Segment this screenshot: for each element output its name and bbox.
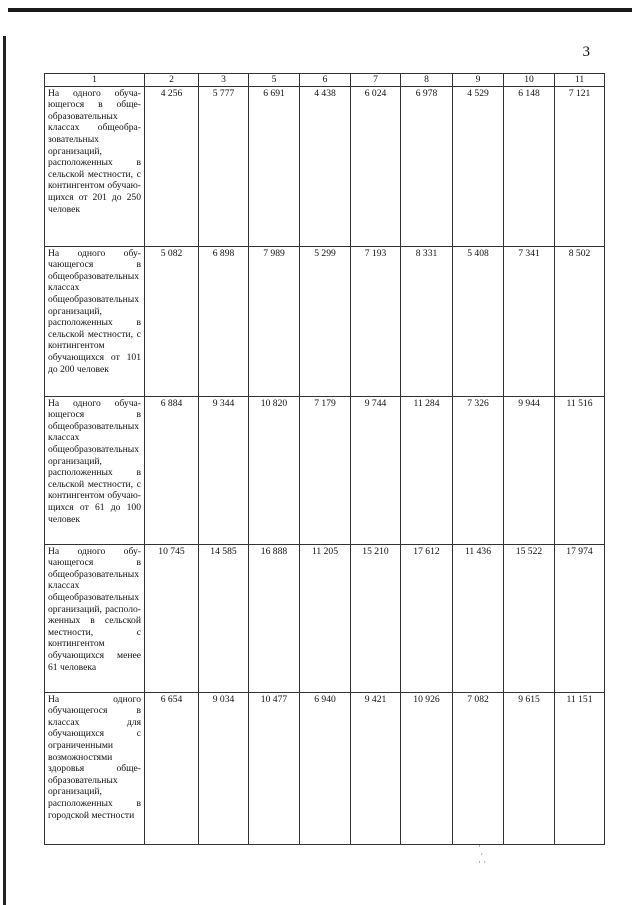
table-cell: 7 179 [300, 396, 351, 544]
table-cell: 17 974 [555, 544, 605, 692]
column-header: 1 [45, 74, 145, 87]
table-cell: 6 898 [199, 246, 249, 396]
table-row [45, 86, 605, 246]
row-category-label: На одного обучающегося в общеобразовательных классах общеобразовательных организаций, расположенных в сельской местности, с контингентом обучающихся от 101 до 200 человек [45, 246, 145, 396]
table-cell: 6 691 [249, 86, 300, 246]
table-cell: 17 612 [401, 544, 453, 692]
table-cell: 6 940 [300, 692, 351, 844]
left-edge-line [3, 36, 6, 905]
table-cell: 9 034 [199, 692, 249, 844]
column-header: 8 [401, 74, 453, 87]
column-header: 5 [249, 74, 300, 87]
column-header: 10 [504, 74, 555, 87]
table-cell: 11 284 [401, 396, 453, 544]
table-cell: 4 529 [453, 86, 504, 246]
table-cell: 5 299 [300, 246, 351, 396]
table-cell: 7 341 [504, 246, 555, 396]
table-cell: 9 344 [199, 396, 249, 544]
table-row [45, 396, 605, 544]
column-header: 3 [199, 74, 249, 87]
table-cell: 7 082 [453, 692, 504, 844]
column-header: 6 [300, 74, 351, 87]
row-category-label: На одного обучающегося в общеобразовательных классах общеобразовательных организаций, расположенных в сельской местности, с контингентом обучающихся менее 61 человека [45, 544, 145, 692]
table-cell: 4 438 [300, 86, 351, 246]
table-cell: 7 989 [249, 246, 300, 396]
table-cell: 6 884 [145, 396, 199, 544]
table-cell: 9 615 [504, 692, 555, 844]
table-row [45, 692, 605, 844]
table-cell: 9 421 [351, 692, 401, 844]
table-row [45, 544, 605, 692]
table-cell: 7 121 [555, 86, 605, 246]
table-cell: 6 024 [351, 86, 401, 246]
table-cell: 10 477 [249, 692, 300, 844]
table-cell: 11 436 [453, 544, 504, 692]
table-cell: 7 326 [453, 396, 504, 544]
table-cell: 8 331 [401, 246, 453, 396]
table-row [45, 246, 605, 396]
table-cell: 10 926 [401, 692, 453, 844]
table-header-row [45, 74, 605, 87]
table-cell: 6 148 [504, 86, 555, 246]
table-cell: 7 193 [351, 246, 401, 396]
column-header: 11 [555, 74, 605, 87]
row-category-label: На одного обучающегося в общеобразовательных классах общеобразовательных организаций, расположенных в сельской местности, с контингентом обучающихся от 201 до 250 человек [45, 86, 145, 246]
table-cell: 6 654 [145, 692, 199, 844]
row-category-label: На одного обучающегося в общеобразовательных классах общеобразовательных организаций, расположенных в сельской местности, с контингентом обучающихся от 61 до 100 человек [45, 396, 145, 544]
table-cell: 10 745 [145, 544, 199, 692]
table-cell: 11 205 [300, 544, 351, 692]
funding-rates-table [44, 73, 605, 845]
column-header: 7 [351, 74, 401, 87]
table-cell: 10 820 [249, 396, 300, 544]
row-category-label: На одного обучающегося в классах для обучающихся с ограниченными возможностями здоровья общеобразовательных организаций, расположенных в городской местности [45, 692, 145, 844]
table-cell: 5 082 [145, 246, 199, 396]
scan-noise-mark: · · · · [478, 841, 487, 867]
top-border-rule [8, 8, 632, 12]
table-cell: 15 522 [504, 544, 555, 692]
table-cell: 15 210 [351, 544, 401, 692]
table-cell: 4 256 [145, 86, 199, 246]
table-cell: 11 151 [555, 692, 605, 844]
table-cell: 14 585 [199, 544, 249, 692]
table-cell: 5 408 [453, 246, 504, 396]
page-number: 3 [582, 44, 590, 60]
table-cell: 11 516 [555, 396, 605, 544]
column-header: 9 [453, 74, 504, 87]
table-cell: 5 777 [199, 86, 249, 246]
table-cell: 9 744 [351, 396, 401, 544]
table-cell: 16 888 [249, 544, 300, 692]
table-cell: 8 502 [555, 246, 605, 396]
table-cell: 9 944 [504, 396, 555, 544]
table-cell: 6 978 [401, 86, 453, 246]
column-header: 2 [145, 74, 199, 87]
